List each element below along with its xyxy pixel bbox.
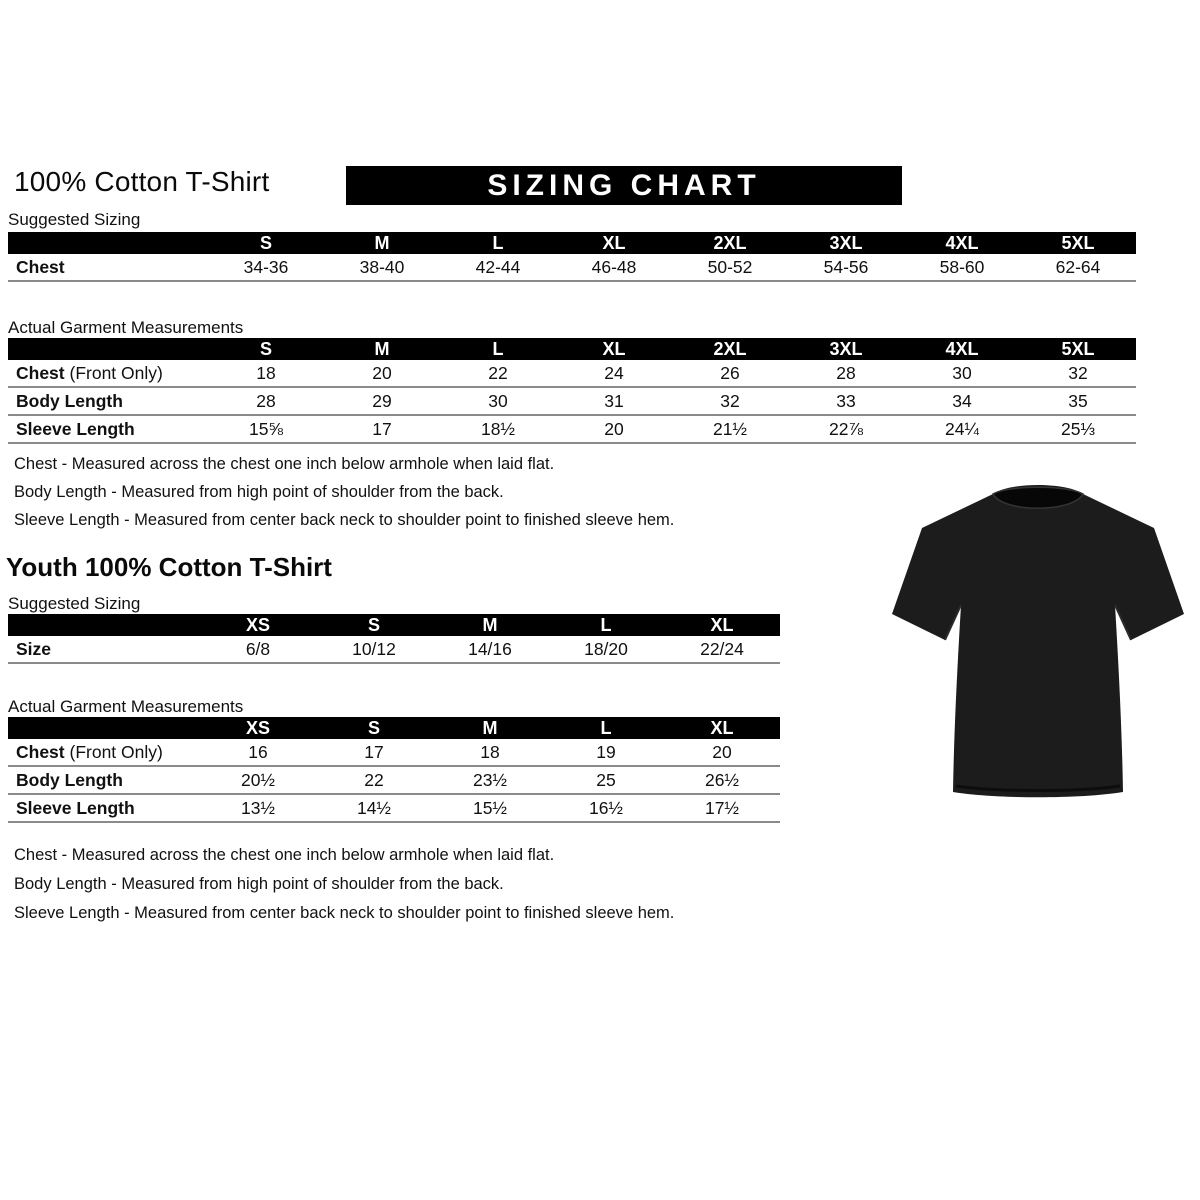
size-col-header: L: [492, 232, 504, 253]
cell: 25: [596, 769, 616, 790]
cell: 17: [372, 418, 392, 439]
cell: 58-60: [939, 256, 985, 277]
cell: 35: [1068, 390, 1088, 411]
size-col-header: XL: [710, 614, 734, 635]
cell: 15⅝: [248, 418, 284, 439]
size-col-header: 3XL: [829, 232, 863, 253]
row-label: Sleeve Length: [16, 797, 135, 818]
size-col-header: XL: [602, 232, 626, 253]
size-col-header: 3XL: [829, 338, 863, 359]
cell: 28: [256, 390, 276, 411]
youth-suggested-header-row: [8, 614, 780, 636]
cell: 14/16: [468, 638, 512, 659]
tshirt-body: [892, 485, 1184, 797]
size-col-header: 5XL: [1061, 232, 1095, 253]
row-label: Chest (Front Only): [16, 362, 163, 383]
size-col-header: 2XL: [713, 338, 747, 359]
cell: 24: [604, 362, 624, 383]
size-col-header: L: [600, 717, 612, 738]
cell: 25⅓: [1060, 418, 1096, 439]
tshirt-image: [886, 472, 1190, 820]
table-row-chest-front: [8, 739, 780, 767]
note-body-length: Body Length - Measured from high point of shoulder from the back.: [14, 483, 504, 501]
note-body-length: Body Length - Measured from high point of shoulder from the back.: [14, 875, 504, 893]
cell: 22/24: [700, 638, 744, 659]
size-col-header: 5XL: [1061, 338, 1095, 359]
row-label: Sleeve Length: [16, 418, 135, 439]
table-row-sleeve-length: [8, 795, 780, 823]
size-col-header: S: [367, 717, 380, 738]
row-label: Body Length: [16, 769, 123, 790]
note-chest: Chest - Measured across the chest one inch below armhole when laid flat.: [14, 455, 555, 473]
cell: 22⅞: [828, 418, 864, 439]
youth-suggested-heading: Suggested Sizing: [8, 594, 141, 613]
cell: 62-64: [1055, 256, 1101, 277]
adult-actual-header-row: [8, 338, 1136, 360]
youth-suggested-table: [8, 614, 780, 664]
adult-actual-heading: Actual Garment Measurements: [8, 318, 244, 337]
size-col-header: S: [259, 232, 272, 253]
adult-suggested-table: [8, 232, 1136, 282]
size-col-header: S: [367, 614, 380, 635]
youth-actual-table: [8, 717, 780, 823]
cell: 17: [364, 741, 384, 762]
size-col-header: XL: [710, 717, 734, 738]
cell: 28: [836, 362, 856, 383]
size-col-header: S: [259, 338, 272, 359]
cell: 18/20: [584, 638, 628, 659]
size-col-header: 4XL: [945, 232, 979, 253]
size-col-header: M: [482, 614, 498, 635]
note-sleeve-length: Sleeve Length - Measured from center back neck to shoulder point to finished sleeve hem.: [14, 511, 675, 529]
cell: 30: [952, 362, 972, 383]
size-col-header: M: [374, 232, 390, 253]
adult-actual-table: [8, 338, 1136, 444]
size-col-header: M: [374, 338, 390, 359]
cell: 29: [372, 390, 392, 411]
cell: 20: [604, 418, 624, 439]
size-col-header: M: [482, 717, 498, 738]
cell: 26: [720, 362, 740, 383]
cell: 54-56: [823, 256, 869, 277]
cell: 32: [720, 390, 740, 411]
adult-measurement-notes: [14, 455, 674, 539]
table-row-sleeve-length: [8, 416, 1136, 444]
size-col-header: L: [492, 338, 504, 359]
size-col-header: XL: [602, 338, 626, 359]
cell: 19: [596, 741, 616, 762]
size-col-header: XS: [245, 717, 270, 738]
table-row-body-length: [8, 767, 780, 795]
cell: 26½: [704, 769, 740, 790]
cell: 42-44: [475, 256, 521, 277]
row-label: Chest: [16, 256, 65, 277]
cell: 16½: [588, 797, 624, 818]
cell: 16: [248, 741, 268, 762]
cell: 14½: [356, 797, 392, 818]
row-label: Chest (Front Only): [16, 741, 163, 762]
cell: 15½: [472, 797, 508, 818]
cell: 6/8: [245, 638, 271, 659]
adult-suggested-heading: Suggested Sizing: [8, 210, 141, 229]
note-sleeve-length: Sleeve Length - Measured from center back neck to shoulder point to finished sleeve hem.: [14, 904, 675, 922]
cell: 20: [372, 362, 392, 383]
cell: 33: [836, 390, 856, 411]
cell: 21½: [712, 418, 748, 439]
cell: 18: [256, 362, 276, 383]
youth-title: Youth 100% Cotton T-Shirt: [6, 552, 332, 582]
cell: 10/12: [352, 638, 396, 659]
cell: 20: [712, 741, 732, 762]
page-title: 100% Cotton T-Shirt: [14, 166, 270, 197]
youth-actual-header-row: [8, 717, 780, 739]
table-row-chest: [8, 254, 1136, 282]
cell: 31: [604, 390, 624, 411]
cell: 17½: [704, 797, 740, 818]
table-row-body-length: [8, 388, 1136, 416]
youth-actual-heading: Actual Garment Measurements: [8, 697, 244, 716]
cell: 24¼: [944, 418, 980, 439]
cell: 20½: [240, 769, 276, 790]
size-col-header: 2XL: [713, 232, 747, 253]
cell: 50-52: [707, 256, 753, 277]
table-row-chest-front: [8, 360, 1136, 388]
row-label: Size: [16, 638, 52, 659]
cell: 23½: [472, 769, 508, 790]
row-label: Body Length: [16, 390, 123, 411]
note-chest: Chest - Measured across the chest one inch below armhole when laid flat.: [14, 846, 555, 864]
cell: 32: [1068, 362, 1088, 383]
cell: 22: [364, 769, 384, 790]
cell: 18: [480, 741, 500, 762]
sizing-chart-banner: [346, 166, 902, 205]
cell: 34-36: [243, 256, 289, 277]
cell: 30: [488, 390, 508, 411]
size-col-header: 4XL: [945, 338, 979, 359]
cell: 13½: [240, 797, 276, 818]
cell: 34: [952, 390, 972, 411]
cell: 38-40: [359, 256, 405, 277]
adult-suggested-header-row: [8, 232, 1136, 254]
sizing-chart-banner-label: SIZING CHART: [487, 169, 761, 202]
cell: 22: [488, 362, 508, 383]
cell: 18½: [480, 418, 516, 439]
youth-measurement-notes: [14, 846, 674, 933]
size-col-header: XS: [245, 614, 270, 635]
size-col-header: L: [600, 614, 612, 635]
cell: 46-48: [591, 256, 637, 277]
table-row-size: [8, 636, 780, 664]
